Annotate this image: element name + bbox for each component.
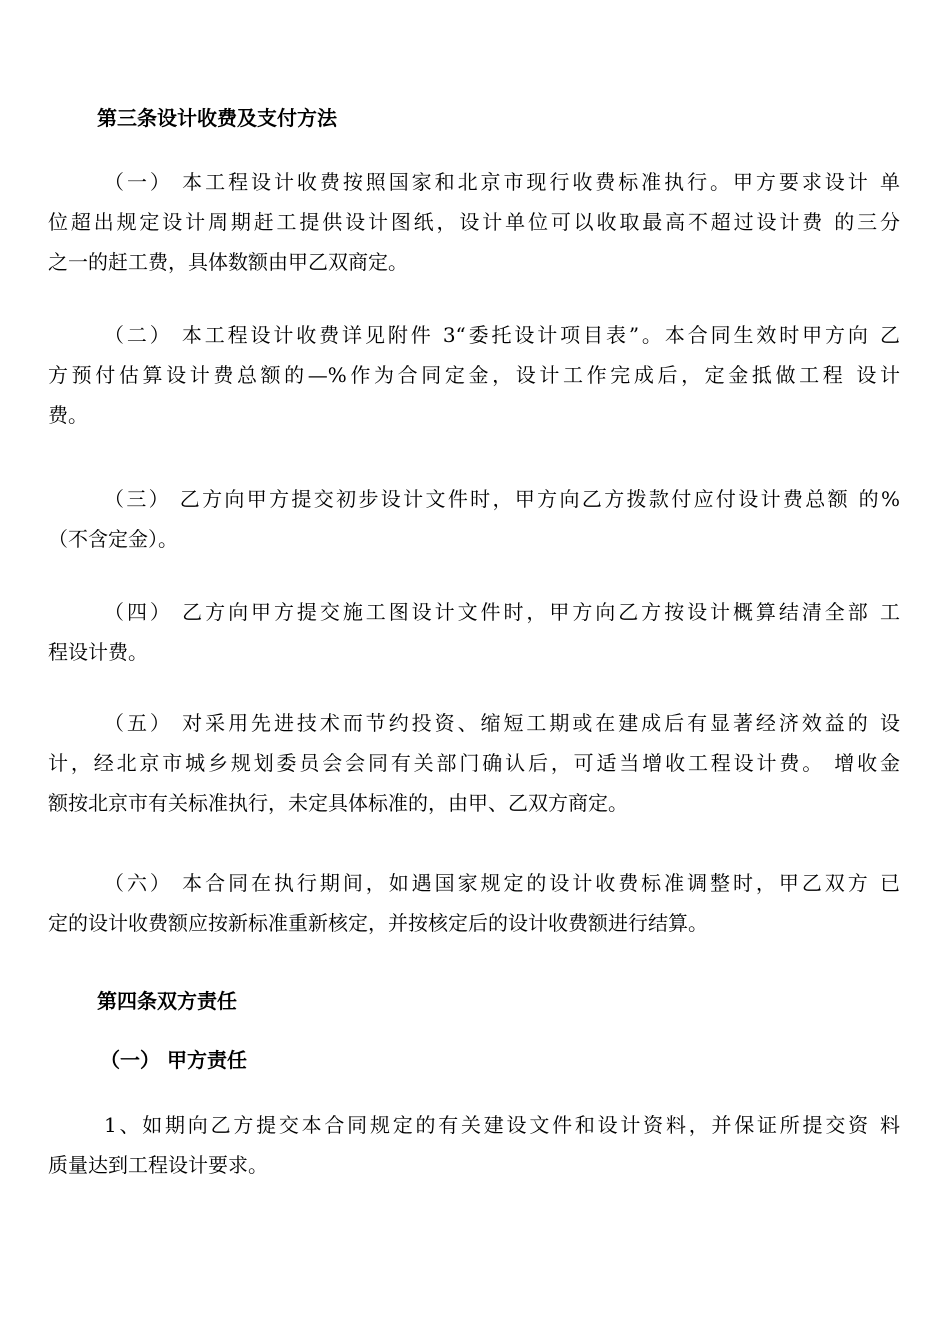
text-line: 程设计费。 <box>48 640 148 664</box>
section-3-title: 第三条设计收费及支付方法 <box>97 106 337 130</box>
section-3-paragraph-1 <box>48 162 900 282</box>
section-3-paragraph-2 <box>48 315 900 435</box>
party-a-responsibility-title: （一） 甲方责任 <box>100 1048 247 1072</box>
section-3-paragraph-5 <box>48 703 900 823</box>
text-line: （三） 乙方向甲方提交初步设计文件时，甲方向乙方拨款付应付设计费总额 的% <box>104 487 900 511</box>
text-line: 方预付估算设计费总额的—%作为合同定金，设计工作完成后，定金抵做工程 设计 <box>48 363 900 387</box>
text-line: 之一的赶工费，具体数额由甲乙双商定。 <box>48 250 408 274</box>
text-line: 质量达到工程设计要求。 <box>48 1153 268 1177</box>
text-line: （五） 对采用先进技术而节约投资、缩短工期或在建成后有显著经济效益的 设 <box>104 711 900 735</box>
text-line: （六） 本合同在执行期间，如遇国家规定的设计收费标准调整时，甲乙双方 已 <box>104 871 900 895</box>
text-line: 费。 <box>48 403 88 427</box>
section-3-paragraph-3 <box>48 479 900 559</box>
section-3-paragraph-4 <box>48 592 900 672</box>
text-line: （一） 本工程设计收费按照国家和北京市现行收费标准执行。甲方要求设计 单 <box>104 170 900 194</box>
text-line: 定的设计收费额应按新标准重新核定，并按核定后的设计收费额进行结算。 <box>48 911 708 935</box>
text-line: （二） 本工程设计收费详见附件 3“委托设计项目表”。本合同生效时甲方向 乙 <box>104 323 900 347</box>
party-a-item-1 <box>48 1105 900 1185</box>
text-line: 位超出规定设计周期赶工提供设计图纸，设计单位可以收取最高不超过设计费 的三分 <box>48 210 900 234</box>
text-line: （不含定金）。 <box>48 527 178 551</box>
text-line: 额按北京市有关标准执行，未定具体标准的，由甲、乙双方商定。 <box>48 791 628 815</box>
text-line: 1、如期向乙方提交本合同规定的有关建设文件和设计资料，并保证所提交资 料 <box>104 1113 900 1137</box>
section-3-paragraph-6 <box>48 863 900 943</box>
text-line: （四） 乙方向甲方提交施工图设计文件时，甲方向乙方按设计概算结清全部 工 <box>104 600 900 624</box>
text-line: 计，经北京市城乡规划委员会会同有关部门确认后，可适当增收工程设计费。 增收金 <box>48 751 900 775</box>
section-4-title: 第四条双方责任 <box>97 989 237 1013</box>
